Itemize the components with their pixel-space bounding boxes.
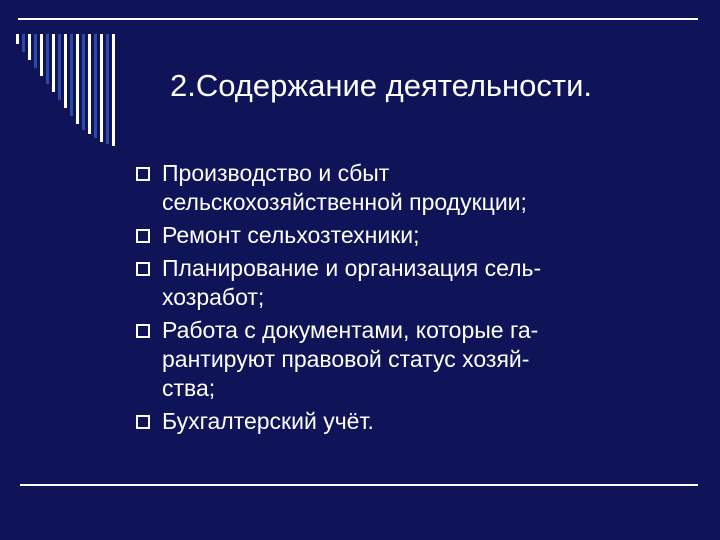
hollow-square-icon: [136, 167, 150, 181]
bullet-line: рантируют правовой статус хозяй-: [162, 346, 530, 372]
decorative-stripes: [16, 34, 120, 146]
hollow-square-icon: [136, 324, 150, 338]
stripe: [106, 34, 109, 144]
stripe: [16, 34, 19, 44]
bullet-line: сельскохозяйственной продукции;: [162, 189, 527, 215]
bullet-line: Ремонт сельхозтехники;: [162, 222, 420, 248]
stripe: [76, 34, 79, 124]
bullet-item: [132, 159, 632, 217]
bullet-item: [132, 407, 632, 436]
bullet-line: хозработ;: [162, 284, 265, 310]
bullet-item: [132, 254, 632, 312]
stripe: [82, 34, 85, 130]
stripe: [64, 34, 67, 108]
bullet-line: ства;: [162, 375, 216, 401]
stripe: [112, 34, 115, 146]
bullet-item: [132, 221, 632, 250]
stripe: [22, 34, 25, 52]
bullet-line: Бухгалтерский учёт.: [162, 408, 374, 434]
bullet-list: [132, 159, 632, 440]
stripe: [70, 34, 73, 116]
hollow-square-icon: [136, 415, 150, 429]
slide-title: 2.Содержание деятельности.: [170, 68, 593, 103]
bullet-item: [132, 316, 632, 403]
hollow-square-icon: [136, 262, 150, 276]
hollow-square-icon: [136, 229, 150, 243]
stripe: [88, 34, 91, 134]
bullet-line: Производство и сбыт: [162, 160, 390, 186]
stripe: [100, 34, 103, 142]
bullet-line: Планирование и организация сель-: [162, 255, 542, 281]
stripe: [58, 34, 61, 100]
bottom-rule: [20, 484, 698, 486]
stripe: [28, 34, 31, 60]
stripe: [34, 34, 37, 68]
top-rule: [18, 18, 698, 20]
bullet-line: Работа с документами, которые га-: [162, 317, 539, 343]
stripe: [94, 34, 97, 138]
stripe: [52, 34, 55, 92]
stripe: [40, 34, 43, 76]
stripe: [46, 34, 49, 84]
